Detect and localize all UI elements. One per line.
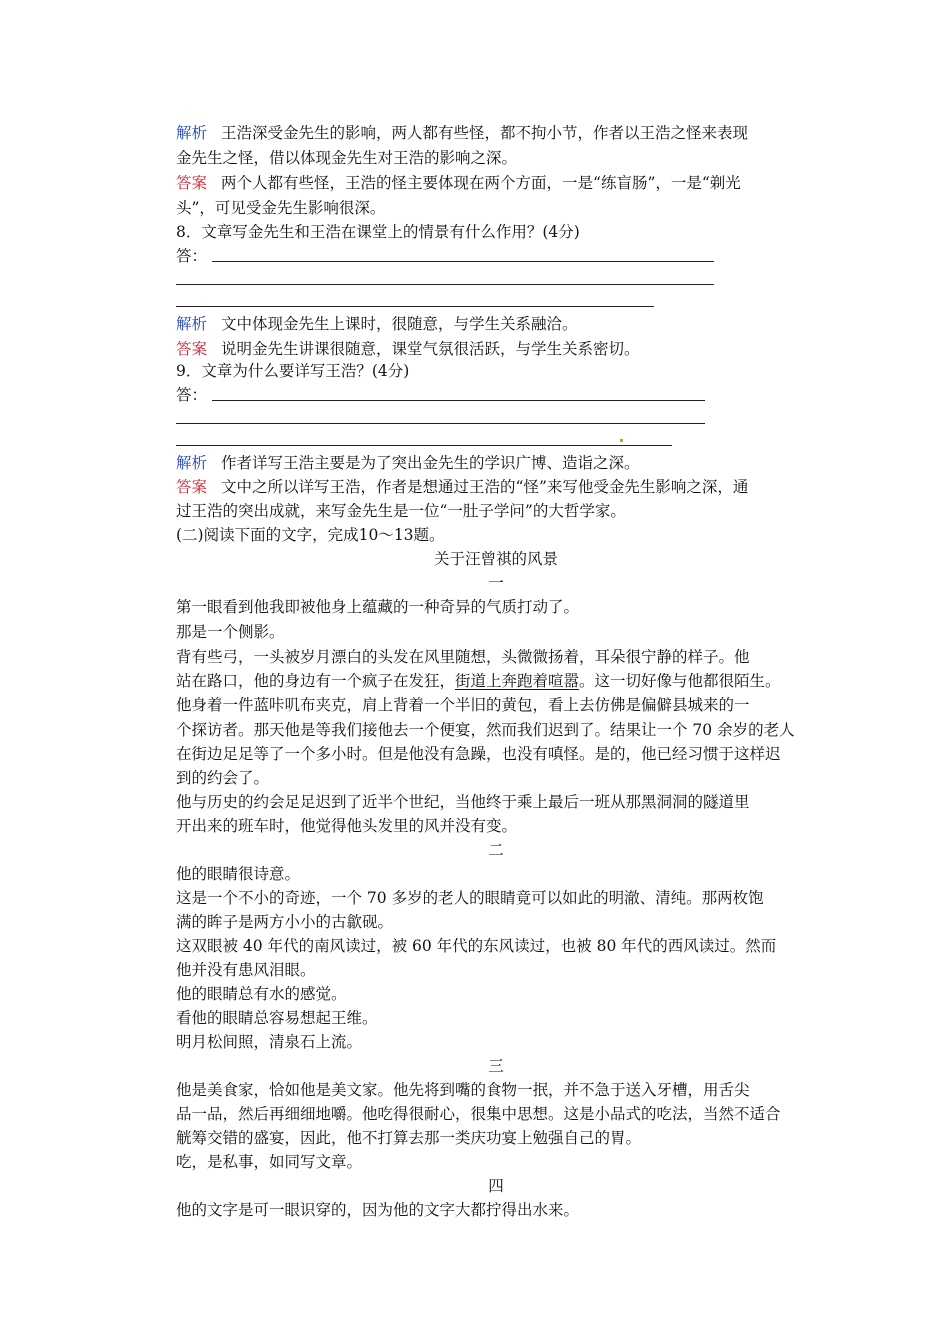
article-title: 关于汪曾祺的风景 [433, 550, 558, 568]
paragraph-cont: 开出来的班车时，他觉得他头发里的风并没有变。 [176, 817, 518, 835]
paragraph: 他的眼睛很诗意。 [176, 865, 301, 883]
analysis-tag: 解析 [176, 315, 208, 333]
answer-line [176, 284, 714, 285]
answer-tag: 答案 [176, 174, 208, 192]
paragraph: 这双眼被 40 年代的南风读过，被 60 年代的东风读过，也被 80 年代的西风读过。然而 [176, 937, 777, 955]
paragraph-cont [176, 670, 816, 692]
answer-text: 说明金先生讲课很随意，课堂气氛很活跃，与学生关系密切。 [221, 340, 640, 358]
paragraph: 他与历史的约会足足迟到了近半个世纪，当他终于乘上最后一班从那黑洞洞的隧道里 [176, 793, 750, 811]
paragraph-cont: 到的约会了。 [176, 769, 270, 787]
q9-answer [176, 476, 816, 498]
q8-analysis [176, 313, 816, 335]
paragraph-cont: 满的眸子是两方小小的古歙砚。 [176, 913, 394, 931]
section-heading-3: 三 [488, 1057, 504, 1075]
section-heading-2: 二 [488, 841, 504, 859]
paragraph: 他的眼睛总有水的感觉。 [176, 985, 347, 1003]
paragraph: 这是一个不小的奇迹，一个 70 多岁的老人的眼睛竟可以如此的明澈、清纯。那两枚饱 [176, 889, 764, 907]
q9-question: 9．文章为什么要详写王浩？(4分) [176, 362, 410, 380]
answer-line [212, 261, 714, 262]
text-span: 站在路口，他的身边有一个疯子在发狂， [176, 672, 456, 690]
paragraph-cont: 他并没有患风泪眼。 [176, 961, 316, 979]
stray-mark [620, 439, 623, 442]
q9-analysis [176, 452, 816, 474]
q8-answer [176, 338, 816, 360]
paragraph: 明月松间照，清泉石上流。 [176, 1033, 363, 1051]
paragraph: 吃，是私事，如同写文章。 [176, 1153, 363, 1171]
analysis-text: 文中体现金先生上课时，很随意，与学生关系融洽。 [221, 315, 578, 333]
paragraph-cont: 品一品，然后再细细地嚼。他吃得很耐心，很集中思想。这是小品式的吃法，当然不适合 [176, 1105, 781, 1123]
underlined-phrase: 街道上奔跑着喧嚣 [455, 672, 580, 690]
q7-answer [176, 172, 816, 194]
analysis-tag: 解析 [176, 124, 208, 142]
section-heading-1: 一 [488, 574, 504, 592]
text-span: 。这一切好像与他都很陌生。 [579, 672, 781, 690]
paragraph: 他是美食家，恰如他是美文家。他先将到嘴的食物一抿，并不急于送入牙槽，用舌尖 [176, 1081, 750, 1099]
q8-answer-prompt: 答： [176, 247, 208, 265]
analysis-tag: 解析 [176, 454, 208, 472]
paragraph: 那是一个侧影。 [176, 623, 285, 641]
answer-line [212, 400, 705, 401]
analysis-text: 作者详写王浩主要是为了突出金先生的学识广博、造诣之深。 [221, 454, 640, 472]
q9-answer-cont: 过王浩的突出成就，来写金先生是一位“一肚子学问”的大哲学家。 [176, 502, 626, 520]
q7-answer-cont: 头”，可见受金先生影响很深。 [176, 199, 386, 217]
paragraph: 他身着一件蓝咔叽布夹克，肩上背着一个半旧的黄包，看上去仿佛是偏僻县城来的一 [176, 696, 750, 714]
answer-line [176, 445, 672, 446]
answer-tag: 答案 [176, 340, 208, 358]
analysis-text: 王浩深受金先生的影响，两人都有些怪，都不拘小节，作者以王浩之怪来表现 [221, 124, 749, 142]
paragraph: 第一眼看到他我即被他身上蕴藏的一种奇异的气质打动了。 [176, 598, 580, 616]
answer-text: 两个人都有些怪，王浩的怪主要体现在两个方面，一是“练盲肠”，一是“剃光 [221, 174, 741, 192]
paragraph: 看他的眼睛总容易想起王维。 [176, 1009, 378, 1027]
q7-analysis [176, 122, 816, 144]
answer-text: 文中之所以详写王浩，作者是想通过王浩的“怪”来写他受金先生影响之深，通 [221, 478, 749, 496]
answer-tag: 答案 [176, 478, 208, 496]
q7-analysis-cont: 金先生之怪，借以体现金先生对王浩的影响之深。 [176, 149, 518, 167]
paragraph: 他的文字是可一眼识穿的，因为他的文字大都拧得出水来。 [176, 1201, 580, 1219]
section-heading-4: 四 [488, 1177, 504, 1195]
q8-question: 8．文章写金先生和王浩在课堂上的情景有什么作用？(4分) [176, 223, 580, 241]
answer-line [176, 423, 705, 424]
paragraph-cont: 个探访者。那天他是等我们接他去一个便宴，然而我们迟到了。结果让一个 70 余岁的老人 [176, 721, 795, 739]
paragraph-cont: 在街边足足等了一个多小时。但是他没有急躁，也没有嗔怪。是的，他已经习惯于这样迟 [176, 745, 781, 763]
section-intro: (二)阅读下面的文字，完成10～13题。 [176, 526, 445, 544]
q9-answer-prompt: 答： [176, 386, 208, 404]
answer-line [176, 306, 654, 307]
paragraph-cont: 觥筹交错的盛宴，因此，他不打算去那一类庆功宴上勉强自己的胃。 [176, 1129, 642, 1147]
paragraph: 背有些弓，一头被岁月漂白的头发在风里随想，头微微扬着，耳朵很宁静的样子。他 [176, 648, 750, 666]
